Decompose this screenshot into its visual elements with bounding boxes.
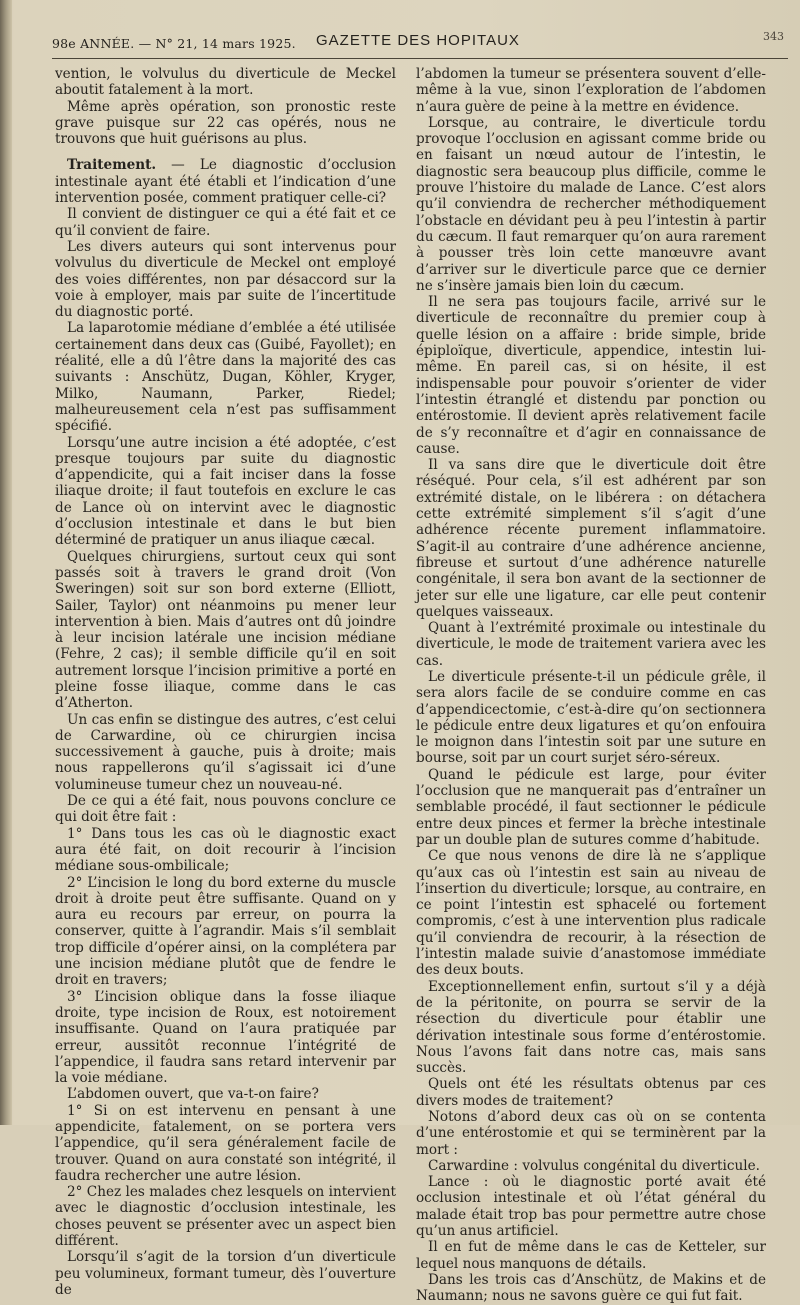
left-column <box>55 66 396 1298</box>
paragraph: Quand le pédicule est large, pour éviter l’occlusion que ne manquerait pas d’entraîner un semblable procédé, il faut sectionner le pédicule entre deux pinces et fermer la brèche intestinale par un double plan de sutures comme d’habitude. <box>416 766 766 848</box>
paragraph: Carwardine : volvulus congénital du diverticule. <box>428 1157 760 1174</box>
paragraph: Il ne sera pas toujours facile, arrivé sur le diverticule de reconnaître du premier coup à quelle lésion on a affaire : bride simple, bride épiploïque, diverticule, appendice, intestin lui-même. En pareil cas, si on hésite, il est indispensable pour pouvoir s’orienter de vider l’intestin étranglé et distendu par ponction ou entérostomie. Il devient après relativement facile de s’y reconnaître et d’agir en connaissance de cause. <box>416 294 766 457</box>
section-traitement <box>55 157 396 206</box>
paragraph: Lorsque, au contraire, le diverticule tordu provoque l’occlusion en agissant comme bride ou en faisant un nœud autour de l’intestin, le diagnostic sera beaucoup plus difficile, comme le prouve l’histoire du malade de Lance. C’est alors qu’il conviendra de rechercher méthodiquement l’obstacle en dévidant peu à peu l’intestin à partir du cæcum. Il faut remarquer qu’on aura rarement à pousser très loin cette manœuvre avant d’arriver sur le diverticule parce que ce dernier ne s’insère jamais bien loin du cæcum. <box>416 114 766 294</box>
paragraph: La laparotomie médiane d’emblée a été utilisée certainement dans deux cas (Guibé, Fayollet); en réalité, elle a dû l’être dans la majorité des cas suivants : Anschütz, Dugan, Köhler, Kryger, Milko, Naumann, Parker, Riedel; malheureusement cela n’est pas suffisamment spécifié. <box>55 320 396 435</box>
paragraph: — Le diagnostic d’occlusion intestinale ayant été établi et l’indication d’une intervention posée, comment pratiquer celle-ci? <box>55 157 396 207</box>
section-heading: Traitement. <box>67 157 157 174</box>
paragraph: l’abdomen la tumeur se présentera souvent d’elle-même à la vue, sinon l’exploration de l’abdomen n’aura guère de peine à la mettre en évidence. <box>416 66 766 115</box>
paragraph: Lorsqu’une autre incision a été adoptée, c’est presque toujours par suite du diagnostic d’appendicite, qui a fait inciser dans la fosse iliaque droite; il faut toutefois en exclure le cas de Lance où on intervint avec le diagnostic d’occlusion intestinale et dans le but bien déterminé de pratiquer un anus iliaque cæcal. <box>55 434 396 549</box>
paragraph: L’abdomen ouvert, que va-t-on faire? <box>67 1086 319 1103</box>
header-rule <box>52 58 788 59</box>
paragraph: vention, le volvulus du diverticule de Meckel aboutit fatalement à la mort. <box>55 66 396 99</box>
list-item: 1° Si on est intervenu en pensant à une appendicite, fatalement, on se portera vers l’appendice, qu’il sera généralement facile de trouver. Quand on aura constaté son intégrité, il faudra rechercher une autre lésion. <box>55 1102 396 1184</box>
paragraph: Quant à l’extrémité proximale ou intestinale du diverticule, le mode de traitement variera avec les cas. <box>416 620 766 669</box>
paragraph: De ce qui a été fait, nous pouvons conclure ce qui doit être fait : <box>55 793 396 826</box>
list-item: 2° Chez les malades chez lesquels on intervient avec le diagnostic d’occlusion intestinale, les choses peuvent se présenter avec un aspect bien différent. <box>55 1184 396 1250</box>
paragraph: Lorsqu’il s’agit de la torsion d’un diverticule peu volumineux, formant tumeur, dès l’ouverture de <box>55 1249 396 1298</box>
paragraph: Lance : où le diagnostic porté avait été occlusion intestinale et où l’état général du malade était trop bas pour permettre autre chose qu’un anus artificiel. <box>416 1174 766 1240</box>
page-binding-edge <box>0 0 12 1125</box>
paragraph: Un cas enfin se distingue des autres, c’est celui de Carwardine, où ce chirurgien incisa successivement à gauche, puis à droite; mais nous rappellerons qu’il s’agissait ici d’une volumineuse tumeur chez un nouveau-né. <box>55 711 396 793</box>
paragraph: Quelques chirurgiens, surtout ceux qui sont passés soit à travers le grand droit (Von Sweringen) soit sur son bord externe (Elliott, Sailer, Taylor) ont néanmoins pu mener leur intervention à bien. Mais d’autres ont dû joindre à leur incision latérale une incision médiane (Fehre, 2 cas); il semble difficile qu’il en soit autrement lorsque l’incision primitive a porté en pleine fosse iliaque, comme dans le cas d’Atherton. <box>55 548 396 712</box>
list-item: 2° L’incision le long du bord externe du muscle droit à droite peut être suffisante. Quand on y aura eu recours par erreur, on pourra la conserver, quitte à l’agrandir. Mais s’il semblait trop difficile d’opérer ainsi, on la complétera par une incision médiane plutôt que de fendre le droit en travers; <box>55 874 396 989</box>
paragraph: Il en fut de même dans le cas de Ketteler, sur lequel nous manquons de détails. <box>416 1239 766 1272</box>
issue-info: 98e ANNÉE. — N° 21, 14 mars 1925. <box>52 36 296 51</box>
journal-title: GAZETTE DES HOPITAUX <box>316 32 520 49</box>
paragraph: Les divers auteurs qui sont intervenus pour volvulus du diverticule de Meckel ont employé des voies différentes, non par désaccord sur la voie à employer, mais par suite de l’incertitude du diagnostic porté. <box>55 238 396 321</box>
right-column <box>416 66 766 1305</box>
list-item: 3° L’incision oblique dans la fosse iliaque droite, type incision de Roux, est notoirement insuffisante. Quand on l’aura pratiquée par erreur, aussitôt reconnue l’intégrité de l’appendice, il faudra sans retard intervenir par la voie médiane. <box>55 988 396 1087</box>
paragraph: Quels ont été les résultats obtenus par ces divers modes de traitement? <box>416 1076 766 1109</box>
paragraph: Notons d’abord deux cas où on se contenta d’une entérostomie et qui se terminèrent par la mort : <box>416 1109 766 1158</box>
page-header <box>52 30 788 56</box>
paragraph: Il convient de distinguer ce qui a été fait et ce qu’il convient de faire. <box>55 206 396 239</box>
paragraph: Même après opération, son pronostic reste grave puisque sur 22 cas opérés, nous ne trouvons que huit guérisons au plus. <box>55 98 396 148</box>
paragraph: Ce que nous venons de dire là ne s’applique qu’aux cas où l’intestin est sain au niveau de l’insertion du diverticule; lorsque, au contraire, en ce point l’intestin est sphacelé ou fortement compromis, c’est à une intervention plus radicale qu’il conviendra de recourir, à la résection de l’intestin malade suivie d’anastomose immédiate des deux bouts. <box>416 848 766 979</box>
paragraph: Le diverticule présente-t-il un pédicule grêle, il sera alors facile de se conduire comme en cas d’appendicectomie, c’est-à-dire qu’on sectionnera le pédicule entre deux ligatures et qu’on enfouira le moignon dans l’intestin soit par une suture en bourse, soit par un court surjet séro-séreux. <box>416 668 766 767</box>
page-number: 343 <box>763 30 784 43</box>
paragraph: Exceptionnellement enfin, surtout s’il y a déjà de la péritonite, on pourra se servir de la résection du diverticule pour établir une dérivation intestinale sous forme d’entérostomie. Nous l’avons fait dans notre cas, mais sans succès. <box>416 978 766 1077</box>
paragraph: Dans les trois cas d’Anschütz, de Makins et de Naumann; nous ne savons guère ce qui fut fait. <box>416 1271 766 1305</box>
list-item: 1° Dans tous les cas où le diagnostic exact aura été fait, on doit recourir à l’incision médiane sous-ombilicale; <box>55 825 396 875</box>
paragraph: Il va sans dire que le diverticule doit être réséqué. Pour cela, s’il est adhérent par son extrémité distale, on le libérera : on détachera cette extrémité simplement s’il s’agit d’une adhérence récente purement inflammatoire. S’agit-il au contraire d’une adhérence ancienne, fibreuse et surtout d’une adhérence naturelle congénitale, il sera bon avant de la sectionner de jeter sur elle une ligature, car elle peut contenir quelques vaisseaux. <box>416 457 766 620</box>
